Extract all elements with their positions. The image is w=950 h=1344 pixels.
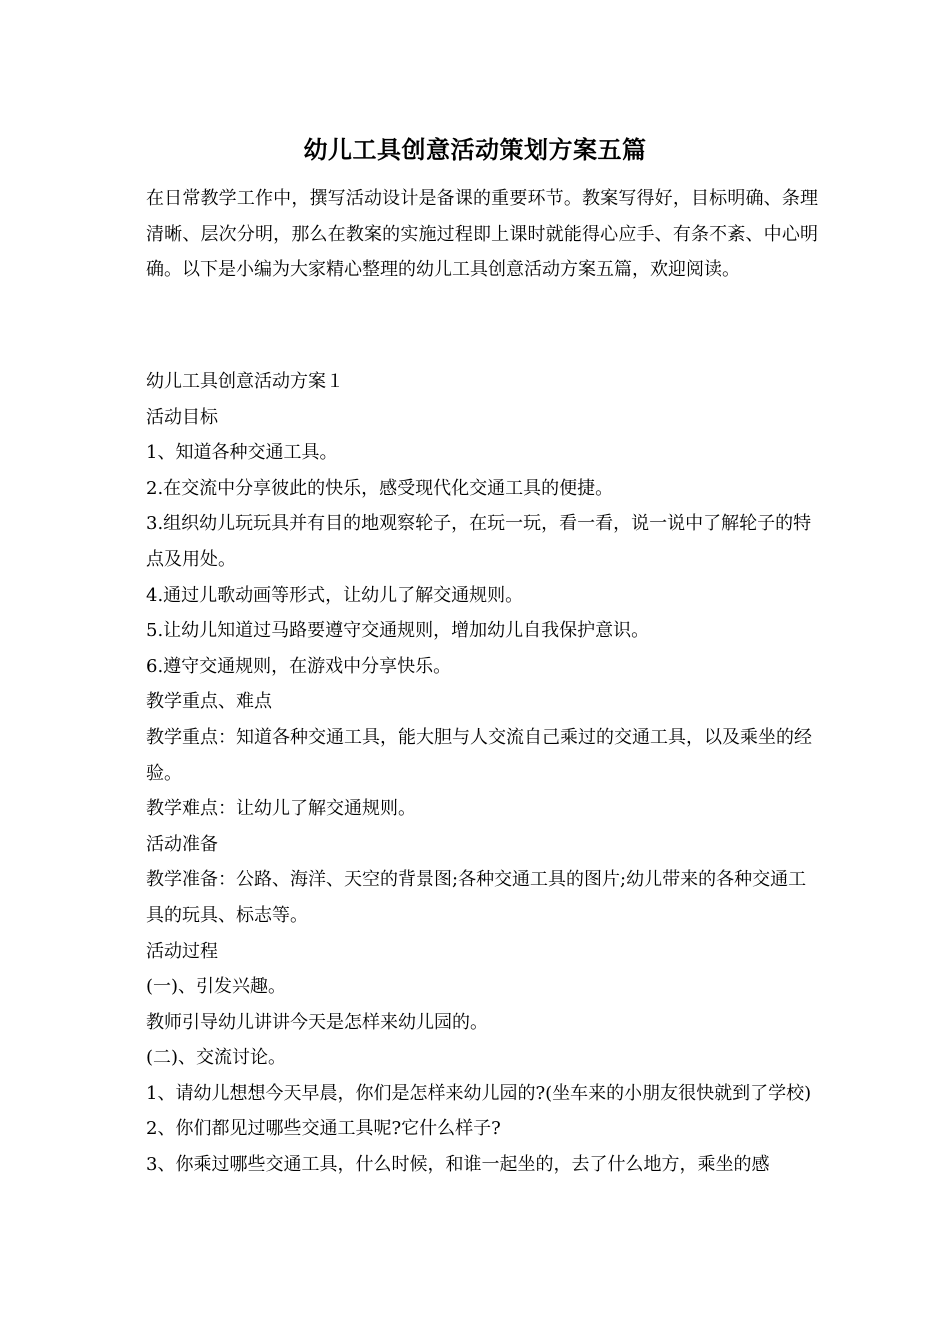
body-paragraph: 教学难点：让幼儿了解交通规则。 — [146, 798, 416, 820]
body-paragraph: 1、知道各种交通工具。 — [146, 442, 338, 464]
subheading-key-points: 教学重点、难点 — [146, 691, 272, 713]
body-paragraph: 6.遵守交通规则，在游戏中分享快乐。 — [146, 655, 452, 677]
document-title: 幼儿工具创意活动策划方案五篇 — [303, 135, 647, 164]
body-paragraph: 2、你们都见过哪些交通工具呢?它什么样子? — [146, 1118, 501, 1140]
body-paragraph: 4.通过儿歌动画等形式，让幼儿了解交通规则。 — [146, 584, 524, 606]
subheading-preparation: 活动准备 — [146, 833, 218, 855]
body-paragraph: (一)、引发兴趣。 — [146, 976, 287, 998]
body-paragraph: 1、请幼儿想想今天早晨，你们是怎样来幼儿园的?(坐车来的小朋友很快就到了学校) — [146, 1082, 812, 1104]
body-paragraph: 教师引导幼儿讲讲今天是怎样来幼儿园的。 — [146, 1011, 488, 1033]
subheading-goals: 活动目标 — [146, 406, 218, 428]
body-paragraph: 教学准备：公路、海洋、天空的背景图;各种交通工具的图片;幼儿带来的各种交通工具的玩具、标志等。 — [146, 869, 807, 926]
body-paragraph: 3.组织幼儿玩玩具并有目的地观察轮子，在玩一玩，看一看，说一说中了解轮子的特点及用处。 — [146, 513, 812, 570]
body-paragraph: (二)、交流讨论。 — [146, 1047, 287, 1069]
body-paragraph: 2.在交流中分享彼此的快乐，感受现代化交通工具的便捷。 — [146, 477, 614, 499]
section-heading: 幼儿工具创意活动方案１ — [146, 371, 344, 392]
body-paragraph: 5.让幼儿知道过马路要遵守交通规则，增加幼儿自我保护意识。 — [146, 620, 650, 642]
document-body — [146, 364, 818, 1183]
intro-paragraph: 在日常教学工作中，撰写活动设计是备课的重要环节。教案写得好，目标明确、条理清晰、层次分明，那么在教案的实施过程即上课时就能得心应手、有条不紊、中心明确。以下是小编为大家精心整理的幼儿工具创意活动方案五篇，欢迎阅读。 — [146, 188, 818, 280]
body-paragraph: 教学重点：知道各种交通工具，能大胆与人交流自己乘过的交通工具，以及乘坐的经验。 — [146, 726, 812, 784]
subheading-process: 活动过程 — [146, 940, 218, 962]
body-paragraph: 3、你乘过哪些交通工具，什么时候，和谁一起坐的，去了什么地方，乘坐的感 — [146, 1154, 770, 1176]
